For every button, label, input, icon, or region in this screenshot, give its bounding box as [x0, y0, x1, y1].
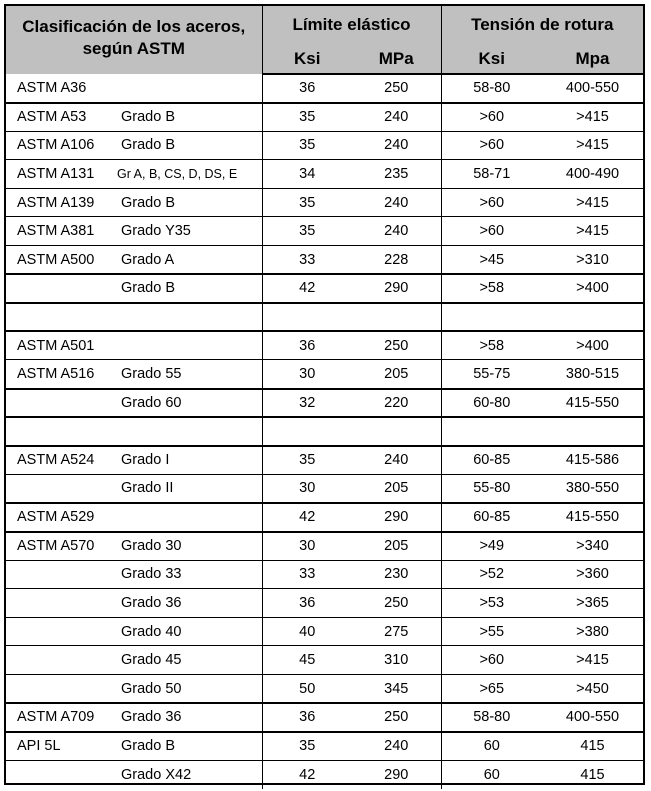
table-row [6, 389, 643, 418]
cell-standard [6, 760, 117, 789]
cell-tensile-ksi: >58 [441, 331, 542, 360]
cell-grade: Grado 45 [117, 646, 262, 675]
cell-standard: ASTM A524 [6, 446, 117, 475]
cell-grade [117, 503, 262, 532]
cell-standard [6, 646, 117, 675]
cell-grade [117, 74, 262, 103]
cell-tensile-ksi: >60 [441, 217, 542, 246]
cell-grade: Grado 36 [117, 589, 262, 618]
cell-yield-mpa: 205 [352, 474, 441, 503]
cell-tensile-ksi: >60 [441, 103, 542, 132]
header-tensile-strength: Tensión de rotura [441, 6, 643, 44]
cell-tensile-mpa: >450 [542, 674, 643, 703]
cell-standard: API 5L [6, 732, 117, 761]
header-yield-ksi: Ksi [262, 44, 352, 74]
cell-yield-mpa: 240 [352, 732, 441, 761]
table-row [6, 503, 643, 532]
table-body [6, 74, 643, 789]
cell-grade: Grado B [117, 188, 262, 217]
cell-tensile-mpa: >415 [542, 646, 643, 675]
cell-yield-ksi: 45 [262, 646, 352, 675]
cell-tensile-mpa: 400-550 [542, 74, 643, 103]
cell-tensile-ksi [441, 417, 542, 446]
cell-tensile-ksi: >65 [441, 674, 542, 703]
cell-yield-ksi: 30 [262, 360, 352, 389]
cell-yield-mpa [352, 303, 441, 332]
cell-yield-mpa: 290 [352, 274, 441, 303]
cell-yield-mpa: 230 [352, 560, 441, 589]
cell-standard: ASTM A139 [6, 188, 117, 217]
cell-tensile-mpa: 415 [542, 732, 643, 761]
cell-tensile-mpa: 415-550 [542, 389, 643, 418]
cell-grade: Grado B [117, 103, 262, 132]
cell-tensile-mpa: >310 [542, 246, 643, 275]
cell-tensile-ksi: 58-80 [441, 703, 542, 732]
cell-tensile-ksi [441, 303, 542, 332]
table-row [6, 274, 643, 303]
cell-standard [6, 389, 117, 418]
cell-yield-mpa [352, 417, 441, 446]
cell-grade: Grado B [117, 274, 262, 303]
cell-standard [6, 303, 117, 332]
cell-standard [6, 560, 117, 589]
table-row [6, 103, 643, 132]
cell-yield-mpa: 205 [352, 532, 441, 561]
cell-tensile-mpa: 415 [580, 766, 605, 783]
cell-tensile-mpa: 415-550 [542, 503, 643, 532]
table-row [6, 589, 643, 618]
cell-tensile-ksi: >53 [441, 589, 542, 618]
header-yield-strength: Límite elástico [262, 6, 441, 44]
cell-yield-ksi: 34 [262, 160, 352, 189]
cell-standard [6, 674, 117, 703]
cell-standard: ASTM A501 [6, 331, 117, 360]
cell-tensile-ksi: >60 [441, 131, 542, 160]
cell-tensile-mpa: >360 [542, 560, 643, 589]
table-row [6, 532, 643, 561]
cell-yield-mpa: 345 [352, 674, 441, 703]
cell-tensile-ksi: 60-85 [441, 503, 542, 532]
cell-yield-ksi: 42 [262, 503, 352, 532]
table-row [6, 760, 643, 789]
cell-standard [6, 589, 117, 618]
table-row [6, 560, 643, 589]
cell-yield-mpa: 240 [352, 446, 441, 475]
cell-tensile-mpa: >415 [542, 217, 643, 246]
cell-tensile-ksi: >45 [441, 246, 542, 275]
cell-yield-ksi: 35 [262, 732, 352, 761]
cell-yield-ksi: 33 [262, 560, 352, 589]
header-tensile-mpa: Mpa [542, 44, 643, 74]
cell-yield-mpa: 228 [352, 246, 441, 275]
cell-yield-mpa: 250 [352, 703, 441, 732]
cell-tensile-mpa: >415 [542, 103, 643, 132]
table-row [6, 703, 643, 732]
cell-tensile-mpa: >380 [542, 617, 643, 646]
cell-yield-mpa: 240 [352, 217, 441, 246]
cell-tensile-mpa [542, 303, 643, 332]
table-row [6, 74, 643, 103]
cell-tensile-ksi: >52 [441, 560, 542, 589]
cell-tensile-mpa: >415 [542, 188, 643, 217]
cell-standard [6, 617, 117, 646]
cell-grade [117, 331, 262, 360]
cell-tensile-mpa: >400 [542, 274, 643, 303]
cell-grade: Gr A, B, CS, D, DS, E [117, 160, 262, 189]
cell-yield-mpa: 250 [352, 74, 441, 103]
cell-yield-ksi: 32 [262, 389, 352, 418]
table-row [6, 617, 643, 646]
cell-yield-ksi: 40 [262, 617, 352, 646]
cell-yield-ksi [262, 303, 352, 332]
steel-classification-table-frame [4, 4, 645, 785]
table-row [6, 303, 643, 332]
cell-yield-ksi: 30 [262, 532, 352, 561]
cell-tensile-ksi: 55-75 [441, 360, 542, 389]
cell-grade [117, 417, 262, 446]
cell-yield-mpa: 220 [352, 389, 441, 418]
cell-tensile-ksi: 58-71 [441, 160, 542, 189]
cell-yield-ksi: 42 [299, 766, 316, 783]
table-row [6, 188, 643, 217]
cell-standard: ASTM A131 [6, 160, 117, 189]
cell-grade: Grado 36 [117, 703, 262, 732]
header-tensile-ksi: Ksi [441, 44, 542, 74]
table-row [6, 732, 643, 761]
cell-yield-mpa: 205 [352, 360, 441, 389]
cell-tensile-ksi: >60 [441, 188, 542, 217]
cell-tensile-mpa: 415-586 [542, 446, 643, 475]
cell-tensile-mpa: >400 [542, 331, 643, 360]
cell-yield-mpa: 250 [352, 331, 441, 360]
cell-standard: ASTM A36 [6, 74, 117, 103]
cell-yield-ksi: 36 [262, 74, 352, 103]
cell-yield-mpa: 275 [352, 617, 441, 646]
cell-yield-mpa: 310 [352, 646, 441, 675]
table-row [6, 417, 643, 446]
cell-grade: Grado I [117, 446, 262, 475]
table-row [6, 160, 643, 189]
cell-grade: Grado 40 [117, 617, 262, 646]
cell-grade: Grado A [117, 246, 262, 275]
cell-grade: Grado B [117, 732, 262, 761]
table-row [6, 331, 643, 360]
cell-grade: Grado 55 [117, 360, 262, 389]
cell-yield-ksi: 35 [262, 446, 352, 475]
cell-grade: Grado B [117, 131, 262, 160]
cell-tensile-mpa: >340 [542, 532, 643, 561]
cell-tensile-mpa: >415 [542, 131, 643, 160]
cell-grade [117, 303, 262, 332]
cell-yield-ksi: 36 [262, 703, 352, 732]
table-row [6, 246, 643, 275]
cell-standard [6, 274, 117, 303]
cell-grade: Grado 33 [117, 560, 262, 589]
cell-yield-ksi: 30 [262, 474, 352, 503]
cell-tensile-ksi: >55 [441, 617, 542, 646]
header-yield-mpa: MPa [352, 44, 441, 74]
cell-tensile-mpa [542, 417, 643, 446]
table-row [6, 131, 643, 160]
cell-yield-ksi: 36 [262, 331, 352, 360]
cell-yield-ksi: 35 [262, 188, 352, 217]
cell-tensile-mpa: 380-550 [542, 474, 643, 503]
cell-tensile-ksi: >60 [441, 646, 542, 675]
cell-yield-ksi: 35 [262, 217, 352, 246]
table-row [6, 360, 643, 389]
table-row [6, 446, 643, 475]
cell-yield-mpa: 250 [352, 589, 441, 618]
cell-yield-mpa: 235 [352, 160, 441, 189]
cell-yield-ksi [262, 417, 352, 446]
cell-grade: Grado Y35 [117, 217, 262, 246]
table-row [6, 474, 643, 503]
cell-tensile-ksi: >49 [441, 532, 542, 561]
cell-standard: ASTM A709 [6, 703, 117, 732]
cell-tensile-mpa: 400-550 [542, 703, 643, 732]
table-row [6, 217, 643, 246]
cell-standard: ASTM A529 [6, 503, 117, 532]
cell-tensile-mpa: 400-490 [542, 160, 643, 189]
cell-standard: ASTM A381 [6, 217, 117, 246]
steel-classification-table [6, 6, 643, 789]
cell-yield-mpa: 240 [352, 188, 441, 217]
cell-standard: ASTM A106 [6, 131, 117, 160]
cell-yield-ksi: 50 [262, 674, 352, 703]
header-classification: Clasificación de los aceros, según ASTM [6, 6, 262, 74]
cell-tensile-mpa: >365 [542, 589, 643, 618]
cell-yield-ksi: 35 [262, 131, 352, 160]
cell-grade: Grado X42 [117, 760, 262, 789]
table-row [6, 674, 643, 703]
cell-tensile-ksi: 58-80 [441, 74, 542, 103]
cell-tensile-ksi: 60-80 [441, 389, 542, 418]
cell-standard: ASTM A500 [6, 246, 117, 275]
cell-standard: ASTM A53 [6, 103, 117, 132]
cell-standard [6, 417, 117, 446]
cell-yield-mpa: 290 [352, 503, 441, 532]
cell-tensile-ksi: 60-85 [441, 446, 542, 475]
cell-yield-ksi: 33 [262, 246, 352, 275]
cell-grade: Grado II [117, 474, 262, 503]
cell-yield-ksi: 42 [262, 274, 352, 303]
cell-grade: Grado 60 [117, 389, 262, 418]
cell-yield-ksi: 35 [262, 103, 352, 132]
cell-standard: ASTM A570 [6, 532, 117, 561]
cell-tensile-ksi: 60 [483, 766, 500, 783]
cell-tensile-mpa: 380-515 [542, 360, 643, 389]
cell-standard [6, 474, 117, 503]
cell-yield-ksi: 36 [262, 589, 352, 618]
table-row [6, 646, 643, 675]
cell-tensile-ksi: 55-80 [441, 474, 542, 503]
cell-standard: ASTM A516 [6, 360, 117, 389]
cell-tensile-ksi: >58 [441, 274, 542, 303]
cell-yield-mpa: 240 [352, 131, 441, 160]
cell-yield-mpa: 290 [352, 760, 441, 789]
cell-tensile-ksi: 60 [441, 732, 542, 761]
cell-grade: Grado 50 [117, 674, 262, 703]
cell-grade: Grado 30 [117, 532, 262, 561]
cell-yield-mpa: 240 [352, 103, 441, 132]
